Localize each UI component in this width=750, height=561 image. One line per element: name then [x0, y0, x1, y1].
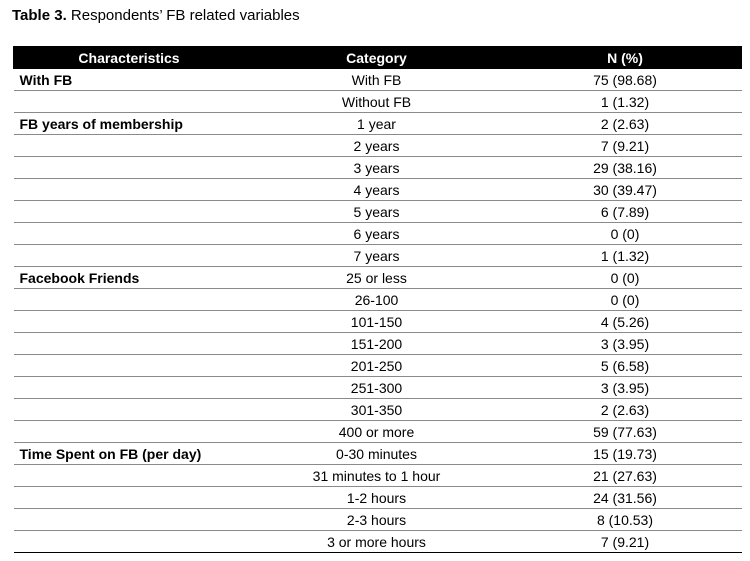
- characteristic-cell: [14, 289, 245, 311]
- table-row: [14, 487, 742, 509]
- characteristic-cell: Time Spent on FB (per day): [14, 443, 245, 465]
- table-row: [14, 91, 742, 113]
- characteristic-cell: [14, 179, 245, 201]
- table-row: [14, 179, 742, 201]
- table-row: [14, 113, 742, 135]
- category-cell: 1 year: [245, 113, 509, 135]
- n-percent-cell: 0 (0): [509, 267, 742, 289]
- category-cell: 31 minutes to 1 hour: [245, 465, 509, 487]
- characteristic-cell: [14, 421, 245, 443]
- characteristic-cell: With FB: [14, 69, 245, 91]
- category-cell: 0-30 minutes: [245, 443, 509, 465]
- category-cell: 2-3 hours: [245, 509, 509, 531]
- characteristic-cell: [14, 157, 245, 179]
- table-row: [14, 333, 742, 355]
- n-percent-cell: 75 (98.68): [509, 69, 742, 91]
- n-percent-cell: 5 (6.58): [509, 355, 742, 377]
- characteristic-cell: [14, 487, 245, 509]
- n-percent-cell: 1 (1.32): [509, 245, 742, 267]
- header-characteristics: Characteristics: [14, 47, 245, 69]
- header-category: Category: [245, 47, 509, 69]
- characteristic-cell: FB years of membership: [14, 113, 245, 135]
- n-percent-cell: 21 (27.63): [509, 465, 742, 487]
- category-cell: 7 years: [245, 245, 509, 267]
- n-percent-cell: 15 (19.73): [509, 443, 742, 465]
- category-cell: 6 years: [245, 223, 509, 245]
- characteristic-cell: [14, 377, 245, 399]
- characteristic-cell: [14, 465, 245, 487]
- characteristic-cell: [14, 355, 245, 377]
- characteristic-cell: [14, 245, 245, 267]
- n-percent-cell: 7 (9.21): [509, 531, 742, 553]
- table-row: [14, 69, 742, 91]
- category-cell: Without FB: [245, 91, 509, 113]
- characteristic-cell: [14, 135, 245, 157]
- header-row: [14, 47, 742, 69]
- n-percent-cell: 1 (1.32): [509, 91, 742, 113]
- table-row: [14, 245, 742, 267]
- table-row: [14, 311, 742, 333]
- n-percent-cell: 59 (77.63): [509, 421, 742, 443]
- n-percent-cell: 2 (2.63): [509, 113, 742, 135]
- category-cell: 5 years: [245, 201, 509, 223]
- table-caption-label: Table 3.: [12, 7, 67, 24]
- characteristic-cell: [14, 311, 245, 333]
- characteristic-cell: [14, 531, 245, 553]
- n-percent-cell: 3 (3.95): [509, 333, 742, 355]
- n-percent-cell: 6 (7.89): [509, 201, 742, 223]
- table-row: [14, 531, 742, 553]
- table-row: [14, 223, 742, 245]
- category-cell: With FB: [245, 69, 509, 91]
- category-cell: 4 years: [245, 179, 509, 201]
- table-row: [14, 465, 742, 487]
- n-percent-cell: 7 (9.21): [509, 135, 742, 157]
- table-row: [14, 377, 742, 399]
- characteristic-cell: Facebook Friends: [14, 267, 245, 289]
- n-percent-cell: 3 (3.95): [509, 377, 742, 399]
- table-caption-text: Respondents’ FB related variables: [66, 7, 300, 24]
- table-row: [14, 399, 742, 421]
- category-cell: 26-100: [245, 289, 509, 311]
- characteristic-cell: [14, 399, 245, 421]
- category-cell: 151-200: [245, 333, 509, 355]
- characteristic-cell: [14, 201, 245, 223]
- table-row: [14, 355, 742, 377]
- n-percent-cell: 4 (5.26): [509, 311, 742, 333]
- table-header: [14, 47, 742, 69]
- n-percent-cell: 8 (10.53): [509, 509, 742, 531]
- characteristic-cell: [14, 223, 245, 245]
- category-cell: 251-300: [245, 377, 509, 399]
- category-cell: 1-2 hours: [245, 487, 509, 509]
- category-cell: 3 years: [245, 157, 509, 179]
- category-cell: 3 or more hours: [245, 531, 509, 553]
- characteristic-cell: [14, 91, 245, 113]
- table-caption: [12, 6, 300, 26]
- table-row: [14, 509, 742, 531]
- table-row: [14, 201, 742, 223]
- n-percent-cell: 0 (0): [509, 289, 742, 311]
- n-percent-cell: 30 (39.47): [509, 179, 742, 201]
- table-row: [14, 267, 742, 289]
- n-percent-cell: 24 (31.56): [509, 487, 742, 509]
- table-row: [14, 157, 742, 179]
- table-row: [14, 135, 742, 157]
- category-cell: 400 or more: [245, 421, 509, 443]
- table-row: [14, 421, 742, 443]
- table-row: [14, 289, 742, 311]
- header-n-percent: N (%): [509, 47, 742, 69]
- n-percent-cell: 29 (38.16): [509, 157, 742, 179]
- n-percent-cell: 2 (2.63): [509, 399, 742, 421]
- n-percent-cell: 0 (0): [509, 223, 742, 245]
- category-cell: 25 or less: [245, 267, 509, 289]
- category-cell: 201-250: [245, 355, 509, 377]
- category-cell: 2 years: [245, 135, 509, 157]
- category-cell: 101-150: [245, 311, 509, 333]
- category-cell: 301-350: [245, 399, 509, 421]
- characteristic-cell: [14, 509, 245, 531]
- table-body: [14, 69, 742, 553]
- table-row: [14, 443, 742, 465]
- characteristic-cell: [14, 333, 245, 355]
- data-table: [13, 46, 742, 553]
